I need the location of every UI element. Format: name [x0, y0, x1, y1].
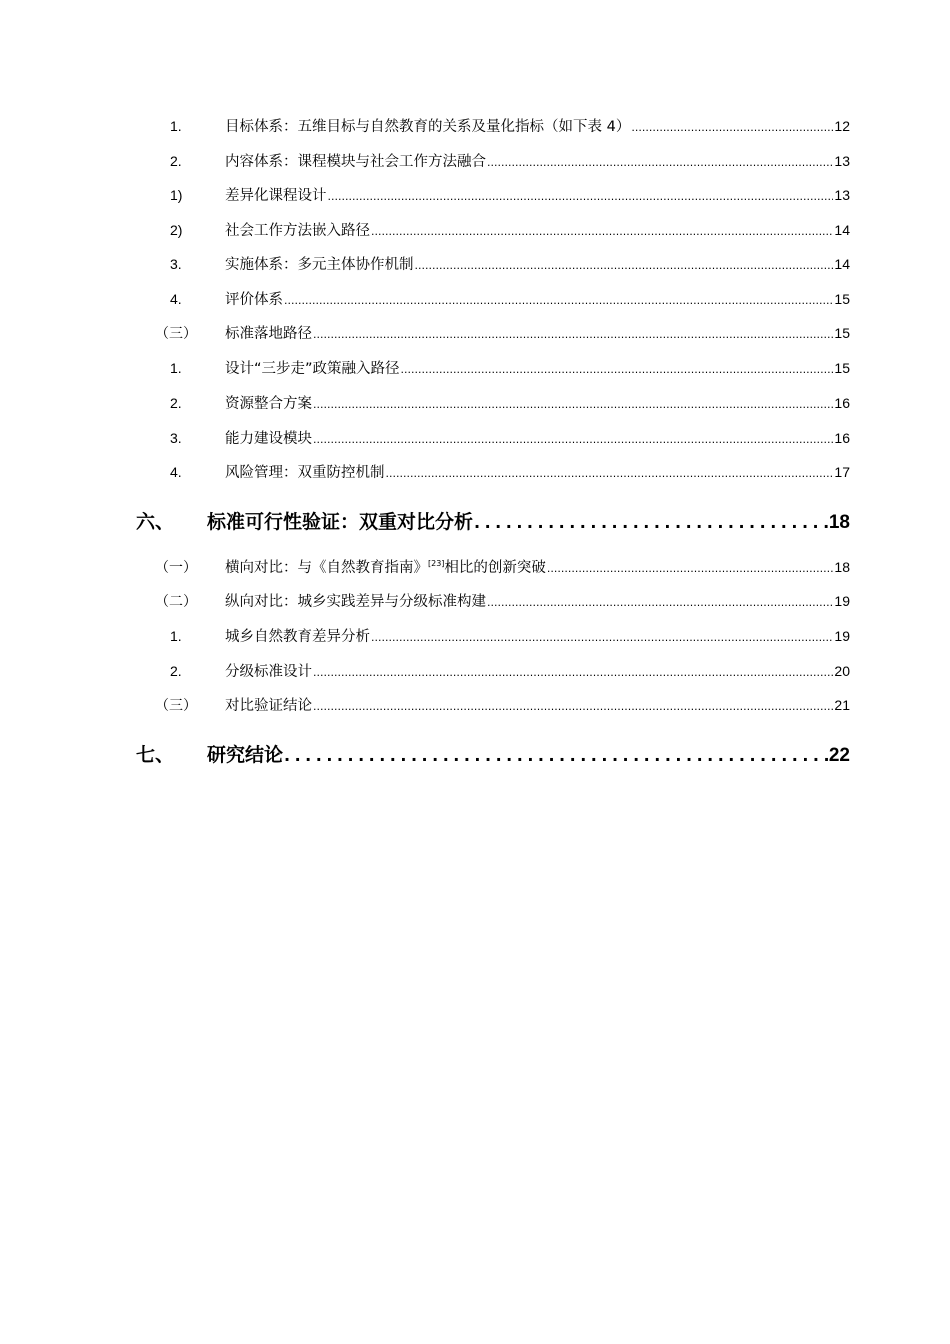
dot-leader: [474, 508, 828, 538]
toc-entry-page: 13: [834, 153, 850, 169]
dot-leader: [371, 626, 833, 650]
dot-leader: [313, 661, 833, 685]
dot-leader: [386, 462, 834, 486]
toc-entry-number: 2): [170, 222, 183, 238]
toc-entry-page: 12: [834, 118, 850, 134]
toc-entry-title: 城乡自然教育差异分析: [225, 629, 370, 645]
toc-entry[interactable]: [0, 183, 950, 207]
toc-entry-title-part: 相比的创新突破: [444, 560, 546, 576]
toc-entry-title: 设计“三步走”政策融入路径: [225, 361, 400, 377]
toc-entry[interactable]: [0, 356, 950, 380]
dot-leader: [415, 254, 834, 278]
toc-entry[interactable]: [0, 218, 950, 242]
toc-chapter-entry[interactable]: [0, 740, 950, 770]
toc-chapter-entry[interactable]: [0, 507, 950, 537]
toc-entry-title-part: 横向对比：与《自然教育指南》: [225, 560, 428, 576]
toc-entry-page: 17: [834, 464, 850, 480]
toc-entry-title: [225, 556, 546, 580]
toc-chapter-title: 研究结论: [207, 744, 284, 766]
dot-leader: [284, 289, 833, 313]
toc-entry-number: 1.: [170, 360, 182, 376]
toc-entry-title: 对比验证结论: [225, 698, 312, 714]
toc-entry-page: 15: [834, 360, 850, 376]
dot-leader: [401, 358, 834, 382]
toc-entry-number: 2.: [170, 395, 182, 411]
toc-entry[interactable]: [0, 252, 950, 276]
toc-entry-number: 2.: [170, 153, 182, 169]
toc-entry-title: 目标体系：五维目标与自然教育的关系及量化指标（如下表 4）: [225, 119, 631, 135]
toc-chapter-page: 18: [828, 512, 850, 533]
toc-entry-number: 4.: [170, 291, 182, 307]
dot-leader: [313, 695, 833, 719]
toc-chapter-number: 六、: [136, 511, 175, 533]
toc-chapter-title: 标准可行性验证：双重对比分析: [207, 511, 474, 533]
toc-entry-page: 19: [834, 593, 850, 609]
toc-entry-number: 4.: [170, 464, 182, 480]
toc-entry-page: 19: [834, 628, 850, 644]
toc-entry-number: （一）: [155, 559, 197, 575]
toc-entry[interactable]: [0, 693, 950, 717]
toc-entry-page: 18: [834, 559, 850, 575]
toc-entry-number: （三）: [155, 325, 197, 341]
toc-entry[interactable]: [0, 460, 950, 484]
toc-chapter-page: 22: [828, 745, 850, 766]
toc-entry-number: 3.: [170, 430, 182, 446]
dot-leader: [371, 220, 833, 244]
toc-entry-title: 内容体系：课程模块与社会工作方法融合: [225, 154, 486, 170]
toc-entry-title: 风险管理：双重防控机制: [225, 465, 385, 481]
toc-entry-page: 16: [834, 430, 850, 446]
dot-leader: [284, 741, 828, 771]
toc-entry-title: 纵向对比：城乡实践差异与分级标准构建: [225, 594, 486, 610]
toc-chapter-number: 七、: [136, 744, 175, 766]
dot-leader: [313, 393, 833, 417]
toc-entry[interactable]: [0, 555, 950, 579]
dot-leader: [487, 151, 833, 175]
toc-entry-title: 能力建设模块: [225, 431, 312, 447]
dot-leader: [313, 323, 833, 347]
citation-reference[interactable]: [23]: [428, 559, 445, 568]
toc-entry[interactable]: [0, 589, 950, 613]
toc-entry-page: 13: [834, 187, 850, 203]
toc-entry[interactable]: [0, 391, 950, 415]
toc-entry-title: 差异化课程设计: [225, 188, 327, 204]
toc-entry-number: 1): [170, 187, 183, 203]
toc-entry-number: 1.: [170, 118, 182, 134]
toc-entry[interactable]: [0, 426, 950, 450]
toc-entry-page: 14: [834, 256, 850, 272]
dot-leader: [313, 428, 833, 452]
toc-entry-number: （三）: [155, 697, 197, 713]
toc-entry-number: 1.: [170, 628, 182, 644]
toc-entry[interactable]: [0, 321, 950, 345]
dot-leader: [328, 185, 834, 209]
toc-entry-title: 评价体系: [225, 292, 283, 308]
toc-entry-page: 15: [834, 325, 850, 341]
toc-entry-title: 分级标准设计: [225, 664, 312, 680]
toc-entry-page: 16: [834, 395, 850, 411]
toc-entry-page: 14: [834, 222, 850, 238]
toc-entry-title: 标准落地路径: [225, 326, 312, 342]
toc-entry[interactable]: [0, 149, 950, 173]
toc-entry-number: 2.: [170, 663, 182, 679]
toc-entry-page: 15: [834, 291, 850, 307]
dot-leader: [547, 557, 834, 581]
dot-leader: [631, 116, 833, 140]
toc-entry-title: 社会工作方法嵌入路径: [225, 223, 370, 239]
toc-entry[interactable]: [0, 659, 950, 683]
toc-entry-page: 20: [834, 663, 850, 679]
toc-entry-title: 实施体系：多元主体协作机制: [225, 257, 414, 273]
toc-entry-title: 资源整合方案: [225, 396, 312, 412]
toc-entry-number: （二）: [155, 593, 197, 609]
toc-entry[interactable]: [0, 114, 950, 138]
toc-entry[interactable]: [0, 624, 950, 648]
toc-entry-page: 21: [834, 697, 850, 713]
toc-entry-number: 3.: [170, 256, 182, 272]
dot-leader: [487, 591, 833, 615]
toc-entry[interactable]: [0, 287, 950, 311]
